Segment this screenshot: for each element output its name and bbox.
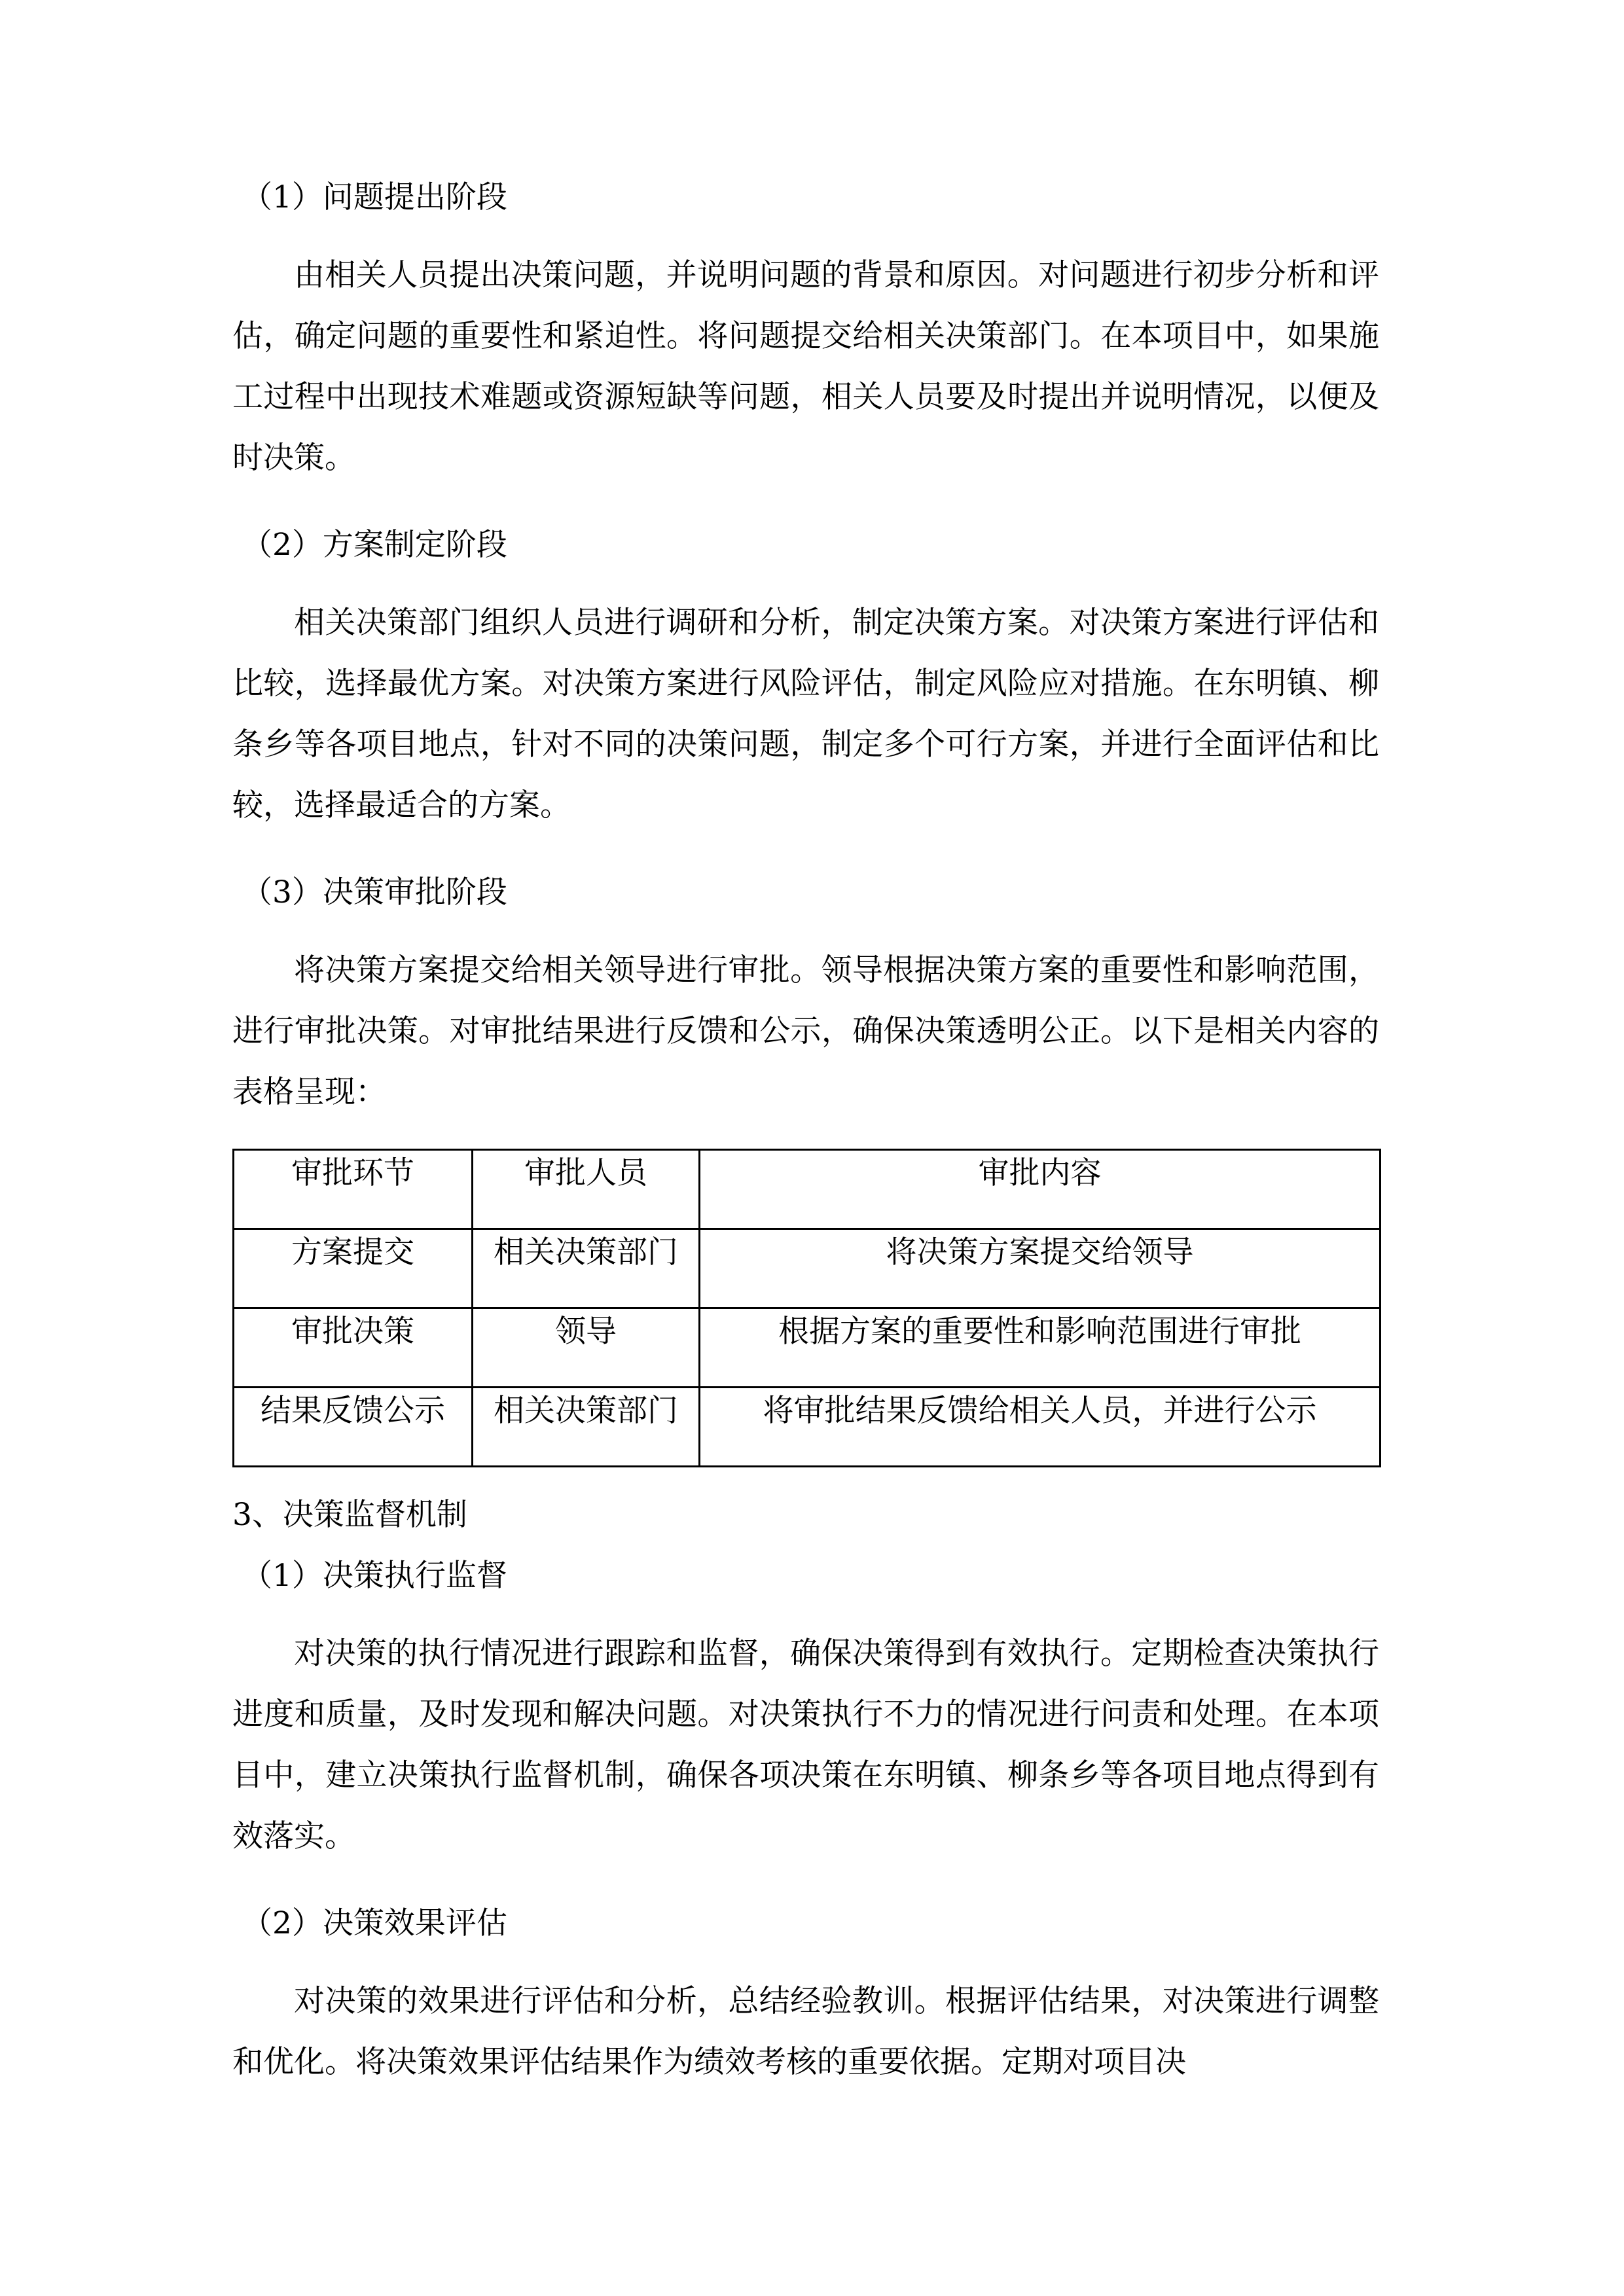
subheading-plan-formulation: （2）方案制定阶段 bbox=[242, 527, 507, 563]
approval-table bbox=[232, 1149, 1381, 1467]
table-cell-content: 将审批结果反馈给相关人员，并进行公示 bbox=[700, 1388, 1380, 1467]
paragraph-plan-formulation: 相关决策部门组织人员进行调研和分析，制定决策方案。对决策方案进行评估和比较，选择最优方案。对决策方案进行风险评估，制定风险应对措施。在东明镇、柳条乡等各项目地点，针对不同的决策问题，制定多个可行方案，并进行全面评估和比较，选择最适合的方案。 bbox=[232, 605, 1379, 823]
spacer bbox=[232, 1467, 1379, 1484]
approval-table-wrapper bbox=[232, 1149, 1379, 1467]
spacer bbox=[232, 923, 1379, 940]
spacer bbox=[232, 836, 1379, 862]
spacer bbox=[232, 228, 1379, 245]
table-cell-personnel: 相关决策部门 bbox=[473, 1388, 700, 1467]
table-cell-stage: 审批决策 bbox=[234, 1308, 473, 1388]
paragraph-effect-evaluation: 对决策的效果进行评估和分析，总结经验教训。根据评估结果，对决策进行调整和优化。将决策效果评估结果作为绩效考核的重要依据。定期对项目决 bbox=[232, 1983, 1379, 2080]
table-cell-content: 根据方案的重要性和影响范围进行审批 bbox=[700, 1308, 1380, 1388]
table-row bbox=[234, 1388, 1380, 1467]
spacer bbox=[232, 1867, 1379, 1893]
table-row bbox=[234, 1229, 1380, 1308]
table-cell-stage: 方案提交 bbox=[234, 1229, 473, 1308]
subheading-decision-approval: （3）决策审批阶段 bbox=[242, 874, 507, 910]
spacer bbox=[232, 1122, 1379, 1149]
subheading-execution-supervision: （1）决策执行监督 bbox=[242, 1558, 507, 1594]
table-cell-personnel: 相关决策部门 bbox=[473, 1229, 700, 1308]
paragraph-execution-supervision: 对决策的执行情况进行跟踪和监督，确保决策得到有效执行。定期检查决策执行进度和质量，及时发现和解决问题。对决策执行不力的情况进行问责和处理。在本项目中，建立决策执行监督机制，确保各项决策在东明镇、柳条乡等各项目地点得到有效落实。 bbox=[232, 1636, 1379, 1854]
paragraph-problem-raising: 由相关人员提出决策问题，并说明问题的背景和原因。对问题进行初步分析和评估，确定问题的重要性和紧迫性。将问题提交给相关决策部门。在本项目中，如果施工过程中出现技术难题或资源短缺等问题，相关人员要及时提出并说明情况，以便及时决策。 bbox=[232, 257, 1379, 476]
paragraph-decision-approval: 将决策方案提交给相关领导进行审批。领导根据决策方案的重要性和影响范围，进行审批决策。对审批结果进行反馈和公示，确保决策透明公正。以下是相关内容的表格呈现： bbox=[232, 952, 1379, 1110]
page-content bbox=[232, 167, 1379, 2092]
table-cell-content: 将决策方案提交给领导 bbox=[700, 1229, 1380, 1308]
spacer bbox=[232, 488, 1379, 514]
table-cell-personnel: 领导 bbox=[473, 1308, 700, 1388]
table-header-cell: 审批环节 bbox=[234, 1150, 473, 1229]
table-header-row bbox=[234, 1150, 1380, 1229]
table-header-cell: 审批人员 bbox=[473, 1150, 700, 1229]
subheading-effect-evaluation: （2）决策效果评估 bbox=[242, 1905, 507, 1941]
spacer bbox=[232, 1954, 1379, 1971]
subheading-problem-raising: （1）问题提出阶段 bbox=[242, 179, 507, 215]
spacer bbox=[232, 575, 1379, 592]
heading-decision-supervision: 3、决策监督机制 bbox=[232, 1497, 467, 1533]
spacer bbox=[232, 1606, 1379, 1623]
table-header-cell: 审批内容 bbox=[700, 1150, 1380, 1229]
table-row bbox=[234, 1308, 1380, 1388]
table-cell-stage: 结果反馈公示 bbox=[234, 1388, 473, 1467]
